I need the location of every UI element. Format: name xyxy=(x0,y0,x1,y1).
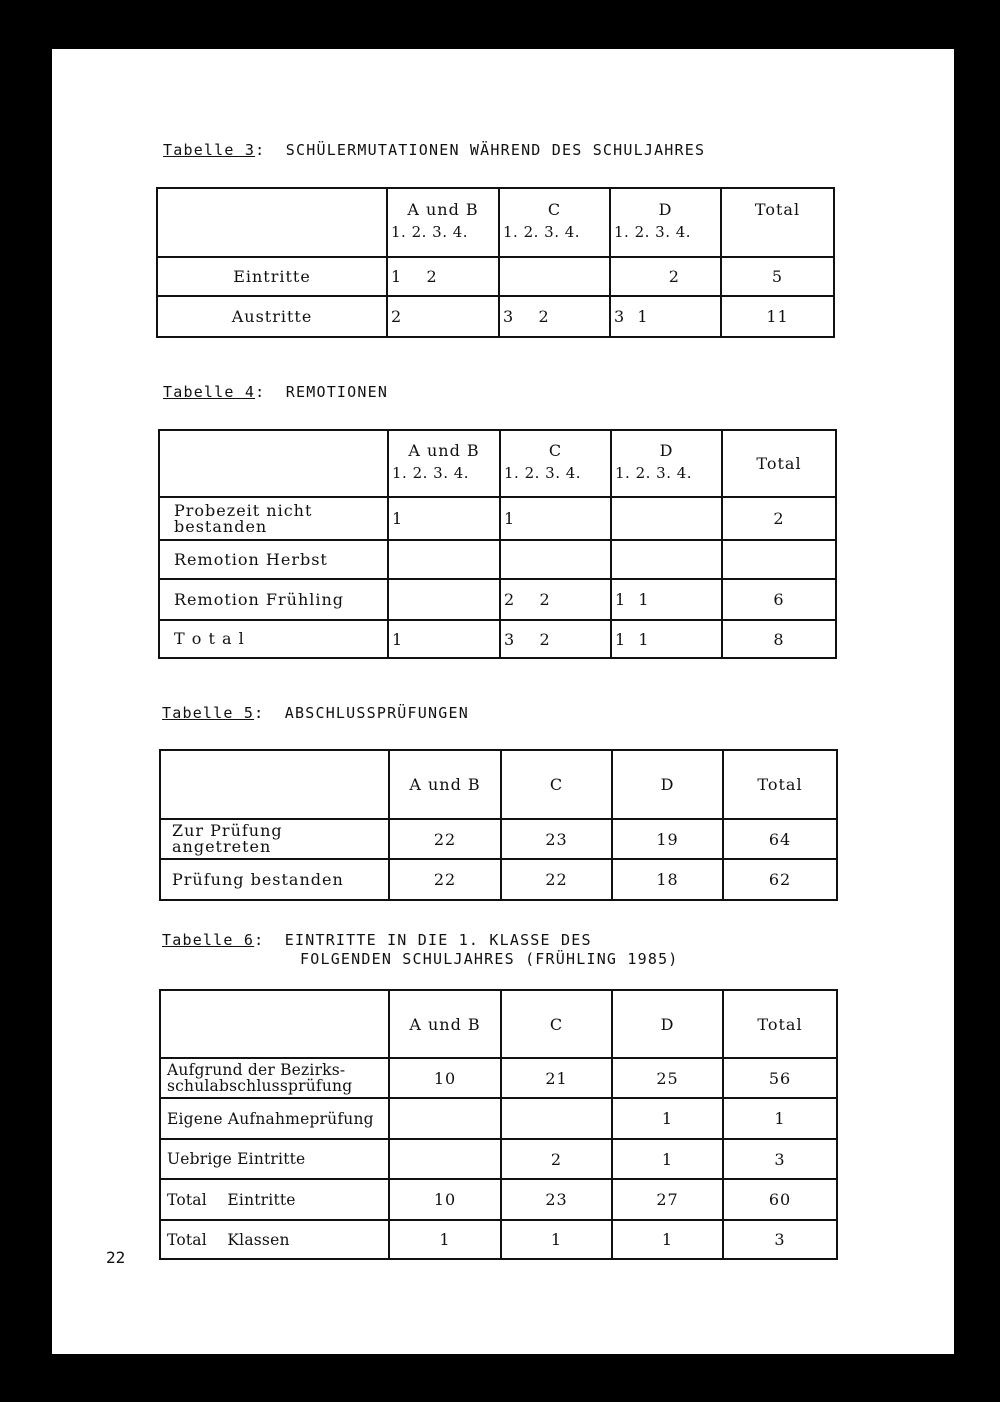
table4-col-c: C 1. 2. 3. 4. xyxy=(500,430,611,497)
cell-c xyxy=(499,257,610,296)
table6-title-line2: FOLGENDEN SCHULJAHRES (FRÜHLING 1985) xyxy=(300,950,679,968)
table-row xyxy=(159,497,836,540)
row-label: Probezeit nicht bestanden xyxy=(159,497,388,540)
cell-total: 60 xyxy=(723,1179,837,1220)
cell-d: 2 xyxy=(610,257,721,296)
row-label: Uebrige Eintritte xyxy=(160,1139,389,1179)
row-label: Prüfung bestanden xyxy=(160,859,389,900)
cell-c: 3 2 xyxy=(499,296,610,337)
cell-d xyxy=(611,540,722,579)
table3-col-c: C 1. 2. 3. 4. xyxy=(499,188,610,257)
table5-col-d: D xyxy=(612,750,723,819)
table6-label: Tabelle 6 xyxy=(162,931,255,949)
table3-col-total: Total xyxy=(721,188,834,257)
cell-total: 1 xyxy=(723,1098,837,1139)
cell-ab: 10 xyxy=(389,1179,501,1220)
row-label: Remotion Herbst xyxy=(159,540,388,579)
cell-total: 11 xyxy=(721,296,834,337)
row-label: Total Klassen xyxy=(160,1220,389,1259)
cell-c: 1 xyxy=(500,497,611,540)
cell-d: 19 xyxy=(612,819,723,859)
table5-col-c: C xyxy=(501,750,612,819)
cell-total: 8 xyxy=(722,620,836,658)
cell-total: 3 xyxy=(723,1220,837,1259)
table3-col-ab: A und B 1. 2. 3. 4. xyxy=(387,188,499,257)
cell-ab xyxy=(388,540,500,579)
table-row xyxy=(160,1220,837,1259)
table5-caption xyxy=(162,704,469,723)
cell-ab: 2 xyxy=(387,296,499,337)
cell-total: 3 xyxy=(723,1139,837,1179)
table-row xyxy=(160,1058,837,1098)
table6-corner xyxy=(160,990,389,1058)
row-label: Eigene Aufnahmeprüfung xyxy=(160,1098,389,1139)
table5-label: Tabelle 5 xyxy=(162,704,255,722)
cell-c: 2 xyxy=(501,1139,612,1179)
cell-c: 23 xyxy=(501,819,612,859)
row-label: Total Eintritte xyxy=(160,1179,389,1220)
table3-title: : SCHÜLERMUTATIONEN WÄHREND DES SCHULJAHRES xyxy=(255,141,706,159)
table4-corner xyxy=(159,430,388,497)
table-row xyxy=(159,620,836,658)
row-label: Aufgrund der Bezirks-schulabschlussprüfung xyxy=(160,1058,389,1098)
table4-label: Tabelle 4 xyxy=(163,383,256,401)
table4 xyxy=(158,429,837,659)
table6 xyxy=(159,989,838,1260)
table5 xyxy=(159,749,838,901)
cell-c: 3 2 xyxy=(500,620,611,658)
cell-c xyxy=(501,1098,612,1139)
cell-total: 56 xyxy=(723,1058,837,1098)
table3 xyxy=(156,187,835,338)
row-label: Austritte xyxy=(157,296,387,337)
cell-d xyxy=(611,497,722,540)
table6-caption xyxy=(162,931,592,950)
cell-d: 1 1 xyxy=(611,579,722,620)
cell-d: 1 xyxy=(612,1098,723,1139)
table-row xyxy=(159,579,836,620)
row-label: Eintritte xyxy=(157,257,387,296)
table-row xyxy=(160,1098,837,1139)
cell-c: 1 xyxy=(501,1220,612,1259)
table4-col-d: D 1. 2. 3. 4. xyxy=(611,430,722,497)
table-row xyxy=(157,257,834,296)
table4-title: : REMOTIONEN xyxy=(255,383,389,401)
cell-c: 23 xyxy=(501,1179,612,1220)
cell-d: 27 xyxy=(612,1179,723,1220)
row-label: Remotion Frühling xyxy=(159,579,388,620)
table6-title-line1: : EINTRITTE IN DIE 1. KLASSE DES xyxy=(254,931,592,949)
cell-d: 1 xyxy=(612,1139,723,1179)
cell-total: 6 xyxy=(722,579,836,620)
table4-col-total: Total xyxy=(722,430,836,497)
cell-ab: 1 xyxy=(388,620,500,658)
cell-total: 62 xyxy=(723,859,837,900)
table4-col-ab: A und B 1. 2. 3. 4. xyxy=(388,430,500,497)
cell-d: 18 xyxy=(612,859,723,900)
table-row xyxy=(160,1179,837,1220)
table6-col-total: Total xyxy=(723,990,837,1058)
cell-c xyxy=(500,540,611,579)
cell-total xyxy=(722,540,836,579)
table-row xyxy=(160,819,837,859)
table6-col-ab: A und B xyxy=(389,990,501,1058)
cell-ab: 1 xyxy=(389,1220,501,1259)
cell-total: 2 xyxy=(722,497,836,540)
table5-title: : ABSCHLUSSPRÜFUNGEN xyxy=(254,704,469,722)
row-label: T o t a l xyxy=(159,620,388,658)
cell-d: 3 1 xyxy=(610,296,721,337)
cell-ab: 22 xyxy=(389,819,501,859)
cell-ab xyxy=(388,579,500,620)
table3-caption xyxy=(163,141,705,160)
table5-col-total: Total xyxy=(723,750,837,819)
cell-ab xyxy=(389,1098,501,1139)
cell-total: 5 xyxy=(721,257,834,296)
cell-c: 22 xyxy=(501,859,612,900)
cell-total: 64 xyxy=(723,819,837,859)
cell-d: 1 1 xyxy=(611,620,722,658)
table3-label: Tabelle 3 xyxy=(163,141,256,159)
cell-ab: 10 xyxy=(389,1058,501,1098)
table3-corner xyxy=(157,188,387,257)
table5-corner xyxy=(160,750,389,819)
cell-ab: 1 2 xyxy=(387,257,499,296)
table-row xyxy=(159,540,836,579)
cell-d: 1 xyxy=(612,1220,723,1259)
cell-ab: 1 xyxy=(388,497,500,540)
row-label: Zur Prüfung angetreten xyxy=(160,819,389,859)
table6-col-d: D xyxy=(612,990,723,1058)
page-number: 22 xyxy=(106,1248,126,1267)
cell-ab xyxy=(389,1139,501,1179)
cell-ab: 22 xyxy=(389,859,501,900)
table5-col-ab: A und B xyxy=(389,750,501,819)
cell-c: 2 2 xyxy=(500,579,611,620)
cell-d: 25 xyxy=(612,1058,723,1098)
table6-col-c: C xyxy=(501,990,612,1058)
table-row xyxy=(160,1139,837,1179)
table3-col-d: D 1. 2. 3. 4. xyxy=(610,188,721,257)
cell-c: 21 xyxy=(501,1058,612,1098)
table4-caption xyxy=(163,383,388,402)
table-row xyxy=(160,859,837,900)
table-row xyxy=(157,296,834,337)
